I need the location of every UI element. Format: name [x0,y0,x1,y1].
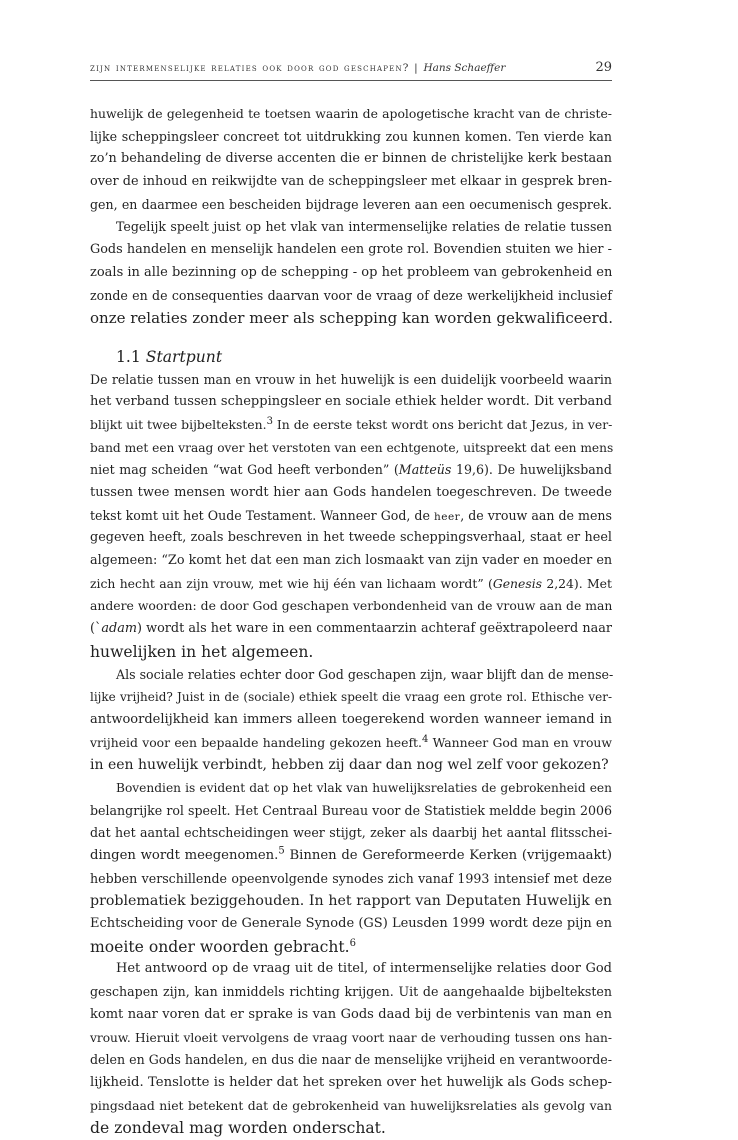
text-line: huwelijk de gelegenheid te toetsen waarin de apologetische kracht van de christe- [90,106,612,121]
text-line: zich hecht aan zijn vrouw, met wie hij één van lichaam wordt” (Genesis 2,24). Met [90,575,612,591]
section-heading [90,346,612,369]
footnote-ref: 5 [278,845,285,857]
text-line: Echtscheiding voor de Generale Synode (GS) Leusden 1999 wordt deze pijn en [90,916,612,932]
paragraph-4 [90,664,612,777]
footnote-ref: 6 [349,937,357,949]
text-line: zo’n behandeling de diverse accenten die er binnen de christelijke kerk bestaan [90,151,612,167]
text-line: vrouw. Hieruit vloeit vervolgens de vraag voort naar de verhouding tussen ons han- [90,1030,612,1045]
text-line: andere woorden: de door God geschapen verbondenheid van de vrouw aan de man [90,598,613,614]
text-line: antwoordelijkheid kan immers alleen toegerekend worden wanneer iemand in [90,711,612,727]
paragraph-5 [90,777,612,959]
running-title: zijn intermenselijke relaties ook door god geschapen? | Hans Schaeffer [90,62,506,74]
text-line: band met een vraag over het verstoten van een echtgenote, uitspreekt dat een mens [90,440,614,455]
text-line: dingen wordt meegenomen.$^5$ Binnen de Gereformeerde Kerken (vrijgemaakt) [90,845,612,863]
text-line: belangrijke rol speelt. Het Centraal Bureau voor de Statistiek meldde begin 2006 [90,802,612,818]
text-line: geschapen zijn, kan inmiddels richting krijgen. Uit de aangehaalde bijbelteksten [90,984,612,1000]
body-text [90,103,612,1140]
text-line: over de inhoud en reikwijdte van de scheppingsleer met elkaar in gesprek bren- [90,174,612,190]
bible-reference: Matteüs [398,462,452,478]
small-caps-term: heer [433,510,461,523]
text-line: komt naar voren dat er sprake is van Gods daad bij de verbintenis van man en [90,1006,612,1022]
text-line: lijke scheppingsleer concreet tot uitdrukking zou kunnen komen. Ten vierde kan [90,128,612,144]
text-line: De relatie tussen man en vrouw in het huwelijk is een duidelijk voorbeeld waarin [90,371,612,387]
section-number: 1.1 [116,347,141,366]
page-number: 29 [595,60,612,75]
text-line: hebben verschillende opeenvolgende synodes zich vanaf 1993 intensief met deze [90,870,612,886]
text-line: moeite onder woorden gebracht.$^6$ [90,937,357,956]
text-line: (`adam) wordt als het ware in een commentaarzin achteraf geëxtrapoleerd naar [90,621,612,637]
text-line: onze relaties zonder meer als schepping kan worden gekwalificeerd. [90,309,614,328]
text-line: delen en Gods handelen, en dus die naar de menselijke vrijheid en verantwoorde- [90,1052,612,1068]
text-line: pingsdaad niet betekent dat de gebrokenheid van huwelijksrelaties als gevolg van [90,1097,612,1113]
text-line: niet mag scheiden “wat God heeft verbonden” (Matteüs 19,6). De huwelijksband [90,462,612,478]
running-header [90,62,612,80]
text-line: in een huwelijk verbindt, hebben zij daar dan nog wel zelf voor gekozen? [90,757,609,774]
paragraph-6 [90,958,612,1140]
text-line: Tegelijk speelt juist op het vlak van intermenselijke relaties de relatie tussen [116,219,612,235]
text-line: tussen twee mensen wordt hier aan Gods handelen toegeschreven. De tweede [90,485,612,500]
footnote-ref: 3 [266,415,273,427]
text-line: Bovendien is evident dat op het vlak van huwelijksrelaties de gebrokenheid een [116,780,612,795]
text-line: zoals in alle bezinning op de schepping - op het probleem van gebrokenheid en [90,264,613,280]
text-line: Het antwoord op de vraag uit de titel, of intermenselijke relaties door God [116,961,612,977]
paragraph-1 [90,103,612,216]
bible-reference: Genesis [492,575,543,591]
text-line: zonde en de consequenties daarvan voor de vraag of deze werkelijkheid inclusief [90,287,612,303]
text-line: vrijheid voor een bepaalde handeling gekozen heeft.$^4$ Wanneer God man en vrouw [90,733,612,750]
hebrew-term: adam [101,621,137,637]
text-line: blijkt uit twee bijbelteksten.$^3$ In de eerste tekst wordt ons bericht dat Jezus, in ver- [90,415,613,432]
text-line: tekst komt uit het Oude Testament. Wanneer God, de heer, de vrouw aan de mens [90,507,612,523]
header-rule [90,80,612,81]
paragraph-2 [90,216,612,329]
text-line: Als sociale relaties echter door God geschapen zijn, waar blijft dan de mense- [116,666,614,682]
text-line: het verband tussen scheppingsleer en sociale ethiek helder wordt. Dit verband [90,394,612,410]
text-line: lijkheid. Tenslotte is helder dat het spreken over het huwelijk als Gods schep- [90,1074,612,1090]
text-line: lijke vrijheid? Juist in de (sociale) ethiek speelt die vraag een grote rol. Ethische ver- [90,690,612,705]
text-line: gegeven heeft, zoals beschreven in het tweede scheppingsverhaal, staat er heel [90,530,612,546]
text-line: gen, en daarmee een bescheiden bijdrage leveren aan een oecumenisch gesprek. [90,196,612,212]
text-line: Gods handelen en menselijk handelen een grote rol. Bovendien stuiten we hier - [90,242,612,258]
section-title: Startpunt [145,347,223,366]
text-line: de zondeval mag worden onderschat. [90,1119,386,1138]
text-line: problematiek beziggehouden. In het rapport van Deputaten Huwelijk en [90,893,612,910]
text-line: algemeen: “Zo komt het dat een man zich losmaakt van zijn vader en moeder en [90,553,613,569]
text-line: dat het aantal echtscheidingen weer stijgt, zeker als daarbij het aantal flitsschei- [90,825,612,841]
paragraph-3 [90,369,612,664]
running-author: Hans Schaeffer [423,62,506,74]
footnote-ref: 4 [421,733,429,745]
text-line: huwelijken in het algemeen. [90,642,314,661]
